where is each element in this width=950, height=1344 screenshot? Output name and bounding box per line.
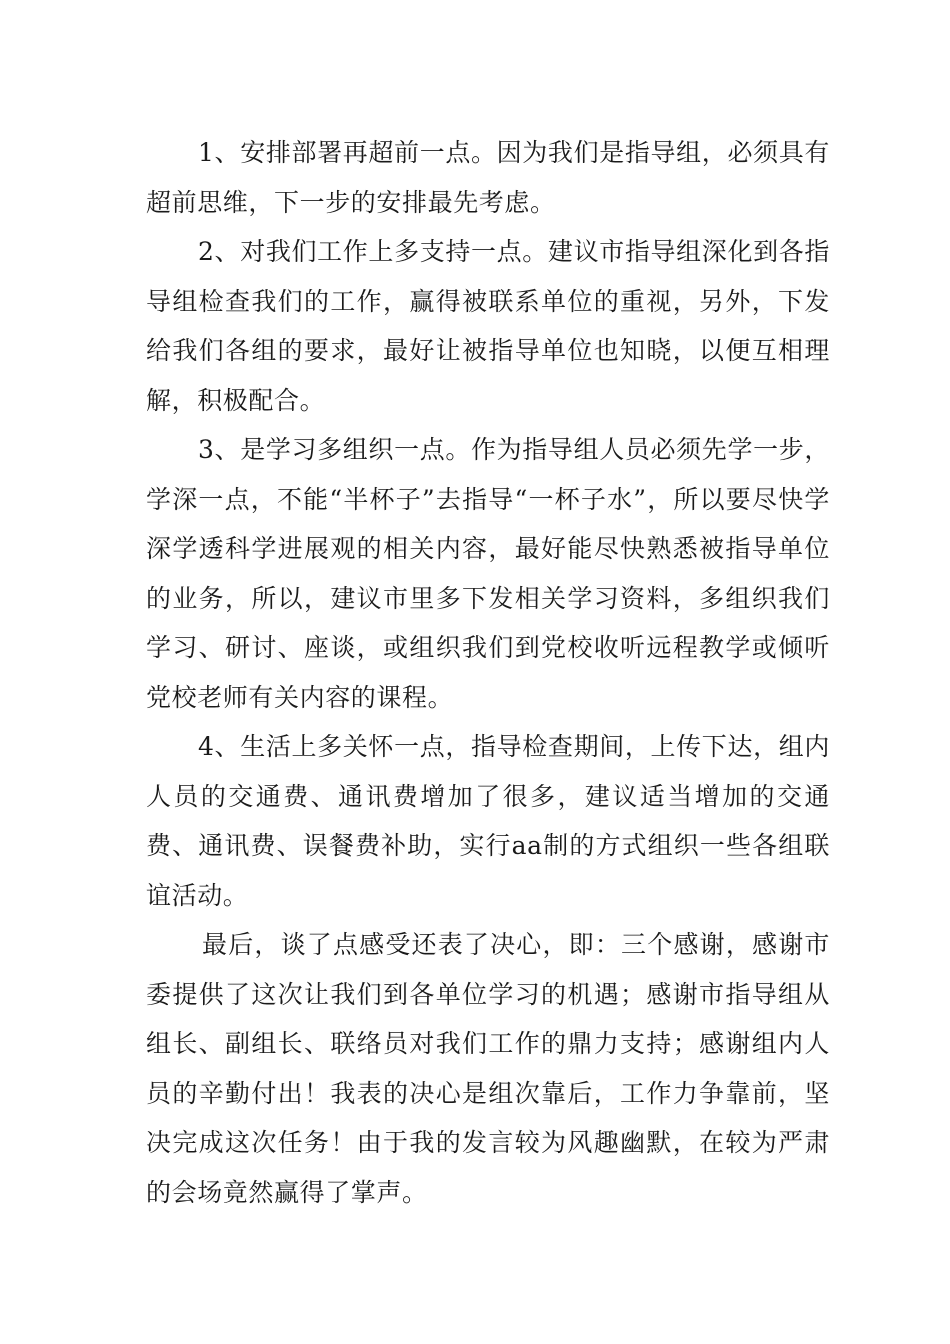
paragraph-3: 3、是学习多组织一点。作为指导组人员必须先学一步，学深一点，不能“半杯子”去指导“一杯子水”，所以要尽快学深学透科学进展观的相关内容，最好能尽快熟悉被指导单位的业务，所以，建议市里多下发相关学习资料，多组织我们学习、研讨、座谈，或组织我们到党校收听远程教学或倾听党校老师有关内容的课程。 <box>146 435 830 712</box>
paragraph-2: 2、对我们工作上多支持一点。建议市指导组深化到各指导组检查我们的工作，赢得被联系单位的重视，另外，下发给我们各组的要求，最好让被指导单位也知晓，以便互相理解，积极配合。 <box>146 237 830 415</box>
paragraph-1: 1、安排部署再超前一点。因为我们是指导组，必须具有超前思维，下一步的安排最先考虑。 <box>146 138 830 217</box>
paragraph-5: 最后，谈了点感受还表了决心，即：三个感谢，感谢市委提供了这次让我们到各单位学习的机遇；感谢市指导组从组长、副组长、联络员对我们工作的鼎力支持；感谢组内人员的辛勤付出！我表的决心是组次靠后，工作力争靠前，坚决完成这次任务！由于我的发言较为风趣幽默，在较为严肃的会场竟然赢得了掌声。 <box>146 930 830 1207</box>
paragraph-4: 4、生活上多关怀一点，指导检查期间，上传下达，组内人员的交通费、通讯费增加了很多，建议适当增加的交通费、通讯费、误餐费补助，实行aa制的方式组织一些各组联谊活动。 <box>146 732 830 910</box>
document-body <box>146 128 830 1217</box>
